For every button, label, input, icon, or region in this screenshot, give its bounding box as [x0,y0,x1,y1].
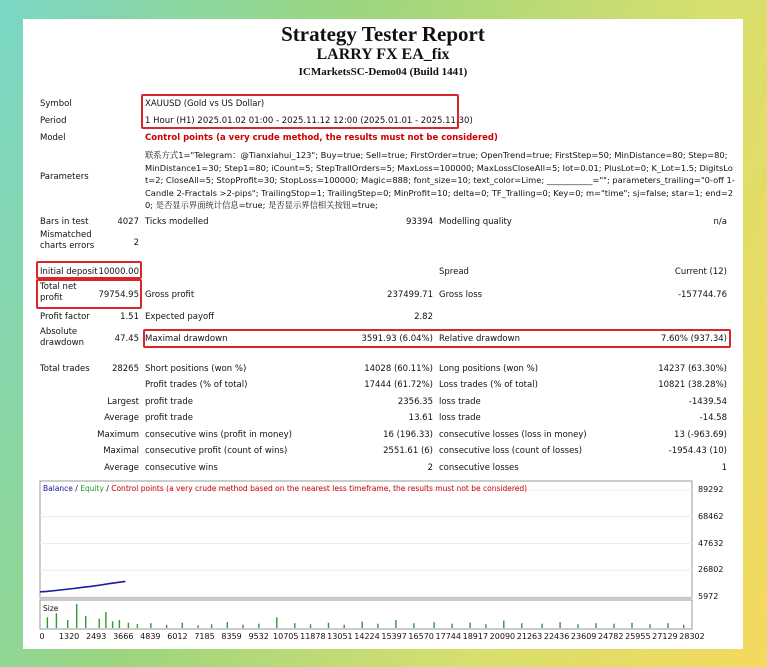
x-tick-label: 22436 [543,632,570,641]
volume-bar [328,623,329,628]
volume-bar [128,623,129,628]
largest-pt-value: 2356.35 [397,397,433,407]
average-lt-value: -14.58 [699,413,727,423]
avglosses-value: 1 [721,463,727,473]
grossloss-value: -157744.76 [677,290,727,300]
quality-label: Modelling quality [439,217,512,227]
x-tick-label: 20090 [489,632,516,641]
volume-bar [119,620,120,628]
maximal-label: Maximal [103,446,139,456]
x-tick-label: 24782 [598,632,624,641]
payoff-value: 2.82 [414,312,433,322]
volume-bar [485,624,486,628]
payoff-label: Expected payoff [145,312,215,322]
x-tick-label: 6012 [167,632,188,641]
maxlosses-value: 13 (-963.69) [674,430,727,440]
volume-bar [227,622,228,628]
volume-bar [362,622,363,628]
x-tick-label: 14224 [354,632,380,641]
deposit-value: 10000.00 [98,267,139,277]
spread-value: Current (12) [674,267,727,277]
volume-bar [667,623,668,628]
largest-lt-label: loss trade [439,397,481,407]
server-name: ICMarketsSC-Demo04 (Build 1441) [298,66,468,78]
maximum-label: Maximum [97,430,139,440]
x-tick-label: 8359 [221,632,242,641]
ltrades-label: Loss trades (% of total) [439,380,538,390]
netprofit-label: Total net profit [40,282,77,303]
average-lt-label: loss trade [439,413,481,423]
x-tick-label: 16570 [408,632,434,641]
volume-bar [577,624,578,628]
maxloss-label: consecutive loss (count of losses) [439,446,583,456]
legend-sep2: / [103,484,112,493]
reldd-label: Relative drawdown [439,334,520,344]
volume-bar [310,624,311,628]
volume-bar [85,616,86,628]
volume-bar [258,624,259,628]
bars-label: Bars in test [40,217,89,227]
x-tick-label: 4839 [140,632,161,641]
volume-bar [451,624,452,628]
average-pt-value: 13.61 [408,413,433,423]
maxwins-label: consecutive wins (profit in money) [145,430,292,440]
bars-value: 4027 [117,217,139,227]
x-tick-label: 23609 [570,632,597,641]
symbol-label: Symbol [40,99,72,109]
grossloss-label: Gross loss [439,290,483,300]
avgcons-label: Average [104,463,139,473]
legend-sep1: / [72,484,81,493]
volume-bar [276,617,277,628]
volume-bar [112,621,113,628]
volume-bar [150,623,151,628]
trades-value: 28265 [111,364,139,374]
x-tick-label: 2493 [85,632,107,641]
volume-bar [76,604,77,628]
x-tick-label: 0 [39,632,45,641]
volume-bar [182,623,183,628]
legend-model-note: Control points (a very crude method based on the nearest less timeframe, the results must not be considered) [111,484,528,493]
model-label: Model [40,133,66,143]
avgwins-value: 2 [427,463,433,473]
volume-bar [99,619,100,628]
volume-bar [631,623,632,628]
maxprofit-label: consecutive profit (count of wins) [145,446,288,456]
legend-equity: Equity [80,484,104,493]
volume-bar [595,623,596,628]
maxdd-value: 3591.93 (6.04%) [361,334,433,344]
x-tick-label: 21263 [516,632,543,641]
balance-plot-frame [40,481,692,598]
quality-value: n/a [713,217,727,227]
average-pt-label: profit trade [145,413,193,423]
grossprofit-value: 237499.71 [387,290,433,300]
report-title: Strategy Tester Report [281,22,485,46]
long-label: Long positions (won %) [439,364,539,374]
mismatch-label: Mismatched charts errors [40,230,95,251]
volume-bar [469,623,470,628]
chart-svg [39,480,731,630]
x-tick-label: 18917 [462,632,489,641]
ptrades-label: Profit trades (% of total) [145,380,248,390]
maxdd-label: Maximal drawdown [145,334,228,344]
volume-bar [56,613,57,628]
period-value: 1 Hour (H1) 2025.01.02 01:00 - 2025.11.12 12:00 (2025.01.01 - 2025.11.30) [145,116,473,126]
ticks-value: 93394 [405,217,433,227]
spread-label: Spread [439,267,469,277]
x-tick-label: 9532 [248,632,269,641]
maxloss-value: -1954.43 (10) [668,446,727,456]
balance-chart [39,480,731,630]
volume-bar [559,622,560,628]
legend-balance: Balance [43,484,73,493]
volume-bar [166,625,167,628]
x-tick-label: 11878 [300,632,326,641]
largest-label: Largest [107,397,139,407]
ea-name: LARRY FX EA_fix [316,46,450,63]
volume-bar [242,625,243,628]
parameters-label: Parameters [40,172,89,182]
mismatch-value: 2 [133,238,139,248]
volume-bar [294,623,295,628]
deposit-label: Initial deposit [40,267,98,277]
volume-bar [47,617,48,628]
y-tick-label: 5972 [698,592,719,601]
maxwins-value: 16 (196.33) [383,430,433,440]
y-tick-label: 26802 [698,565,724,575]
symbol-value: XAUUSD (Gold vs US Dollar) [145,99,265,109]
volume-bar [613,624,614,628]
netprofit-value: 79754.95 [98,290,139,300]
report-card [23,19,743,649]
x-tick-label: 1320 [58,632,80,641]
chart-legend [43,483,527,495]
volume-bar [344,625,345,628]
largest-pt-label: profit trade [145,397,193,407]
volume-bar [413,623,414,628]
period-label: Period [40,116,67,126]
volume-bar [433,622,434,628]
y-tick-label: 89292 [698,485,724,494]
average-label: Average [104,413,139,423]
absdd-label: Absolute drawdown [40,327,84,348]
pf-label: Profit factor [40,312,90,322]
volume-bar [67,620,68,628]
largest-lt-value: -1439.54 [688,397,727,407]
x-tick-label: 25955 [625,632,651,641]
volume-bar [649,624,650,628]
volume-bar [683,625,684,628]
x-tick-label: 27129 [652,632,678,641]
volume-bar [503,621,504,629]
volume-bar [377,624,378,628]
maxlosses-label: consecutive losses (loss in money) [439,430,587,440]
volume-bar [105,612,106,628]
grossprofit-label: Gross profit [145,290,195,300]
volume-bar [521,623,522,628]
ptrades-value: 17444 (61.72%) [364,380,433,390]
y-tick-label: 68462 [698,511,724,521]
volume-bar [395,620,396,628]
x-tick-label: 13051 [327,632,353,641]
reldd-value: 7.60% (937.34) [660,334,727,344]
avglosses-label: consecutive losses [439,463,519,473]
trades-label: Total trades [40,364,90,374]
x-tick-label: 10705 [273,632,299,641]
model-value: Control points (a very crude method, the results must not be considered) [145,133,498,143]
x-tick-label: 28302 [679,632,705,641]
long-value: 14237 (63.30%) [658,364,727,374]
maxprofit-value: 2551.61 (6) [383,446,433,456]
size-label: Size [43,604,59,613]
short-label: Short positions (won %) [145,364,247,374]
ltrades-value: 10821 (38.28%) [658,380,727,390]
pf-value: 1.51 [120,312,139,322]
volume-bar [541,624,542,628]
avgwins-label: consecutive wins [145,463,218,473]
short-value: 14028 (60.11%) [364,364,433,374]
volume-bar [211,624,212,628]
x-tick-label: 3666 [113,632,134,641]
x-tick-label: 7185 [194,632,215,641]
x-tick-label: 15397 [381,632,407,641]
y-tick-label: 47632 [698,538,724,548]
x-tick-label: 17744 [435,632,461,641]
absdd-value: 47.45 [114,334,139,344]
ticks-label: Ticks modelled [145,217,209,227]
parameters-value: 联系方式1="Telegram：@Tianxiahui_123"; Buy=true; Sell=true; FirstOrder=true; OpenTrend=true; FirstStep=50; MinDistance=80; Step=80; MinDistance1=30; Step1=80; iCount=5; StepTrallOrders=5; MaxLoss=100000; MaxLossCloseAll=5; lot=0.01; PlusLot=0; K_Lot=1.5; DigitsLot=2; CloseAll=5; StopProfit=30; StopLoss=100000; Magic=888; font_size=10; text_color=Lime; ___________=""; parameters_trailing="0-off 1-Candle 2-Fractals >2-pips"; TrailingStop=1; TrailingStep=0; MinProfit=10; delta=0; TF_Tralling=0; Key=0; m="time"; sj=false; star=1; end=20; 是否显示界面统计信息=true; 是否显示界信相关按钮=true; [145,150,735,210]
volume-bar [197,625,198,628]
volume-bar [137,624,138,628]
